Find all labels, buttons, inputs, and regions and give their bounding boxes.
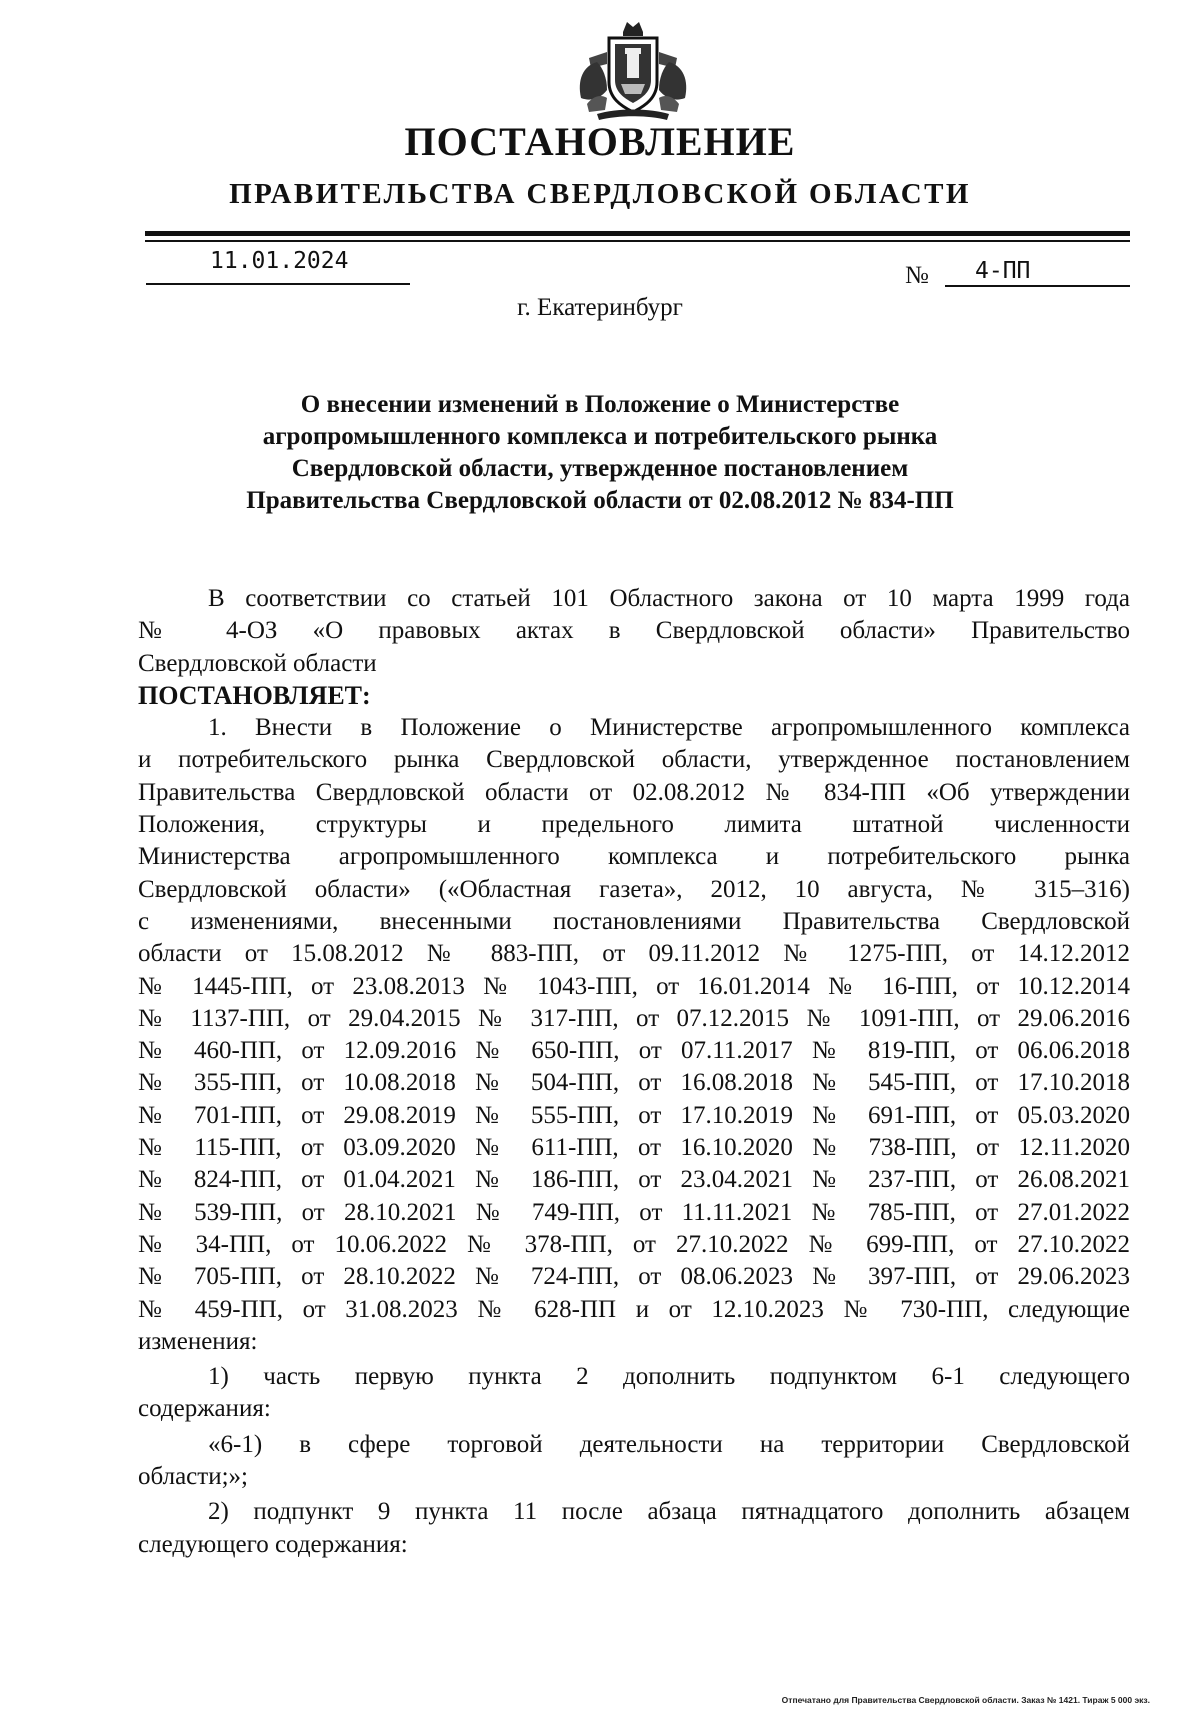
body-line: № 1445-ПП, от 23.08.2013 № 1043-ПП, от 16.01.2014 № 16-ПП, от 10.12.2014 bbox=[138, 972, 1130, 1000]
body-line: «6-1) в сфере торговой деятельности на территории Свердловской bbox=[208, 1430, 1130, 1458]
body-line: следующего содержания: bbox=[138, 1530, 408, 1558]
body-line: № 539-ПП, от 28.10.2021 № 749-ПП, от 11.11.2021 № 785-ПП, от 27.01.2022 bbox=[138, 1198, 1130, 1226]
body-line: № 115-ПП, от 03.09.2020 № 611-ПП, от 16.10.2020 № 738-ПП, от 12.11.2020 bbox=[138, 1134, 1130, 1162]
body-line: № 1137-ПП, от 29.04.2015 № 317-ПП, от 07.12.2015 № 1091-ПП, от 29.06.2016 bbox=[138, 1004, 1130, 1032]
body-line: области;»; bbox=[138, 1463, 248, 1491]
document-body bbox=[138, 583, 1130, 1561]
header-divider bbox=[145, 231, 1130, 236]
date-underline bbox=[146, 283, 410, 285]
document-date: 11.01.2024 bbox=[210, 248, 349, 274]
body-line: № 705-ПП, от 28.10.2022 № 724-ПП, от 08.06.2023 № 397-ПП, от 29.06.2023 bbox=[138, 1263, 1130, 1291]
heading-line: Свердловской области, утвержденное постановлением bbox=[291, 455, 909, 482]
body-line: Положения, структуры и предельного лимита штатной численности bbox=[138, 811, 1130, 839]
body-line: № 824-ПП, от 01.04.2021 № 186-ПП, от 23.04.2021 № 237-ПП, от 26.08.2021 bbox=[138, 1166, 1130, 1194]
body-line: Правительства Свердловской области от 02.08.2012 № 834-ПП «Об утверждении bbox=[138, 778, 1130, 806]
body-line: и потребительского рынка Свердловской области, утвержденное постановлением bbox=[138, 746, 1130, 774]
body-line: № 34-ПП, от 10.06.2022 № 378-ПП, от 27.10.2022 № 699-ПП, от 27.10.2022 bbox=[138, 1230, 1130, 1258]
body-line: с изменениями, внесенными постановлениями Правительства Свердловской bbox=[138, 907, 1130, 935]
coat-of-arms-icon bbox=[567, 18, 699, 122]
body-line: Свердловской области» («Областная газета», 2012, 10 августа, № 315–316) bbox=[138, 875, 1130, 903]
heading-line: О внесении изменений в Положение о Министерстве bbox=[300, 391, 900, 418]
body-line: № 460-ПП, от 12.09.2016 № 650-ПП, от 07.11.2017 № 819-ПП, от 06.06.2018 bbox=[138, 1037, 1130, 1065]
body-line: 1. Внести в Положение о Министерстве агропромышленного комплекса bbox=[208, 714, 1130, 742]
body-line: Свердловской области bbox=[138, 649, 377, 677]
issuer-name: ПРАВИТЕЛЬСТВА СВЕРДЛОВСКОЙ ОБЛАСТИ bbox=[229, 178, 971, 210]
body-line: Министерства агропромышленного комплекса и потребительского рынка bbox=[138, 843, 1130, 871]
header-divider-thin bbox=[145, 240, 1130, 242]
document-type: ПОСТАНОВЛЕНИЕ bbox=[404, 119, 796, 164]
heading-line: агропромышленного комплекса и потребительского рынка bbox=[262, 423, 938, 450]
body-line: изменения: bbox=[138, 1327, 258, 1355]
document-heading bbox=[200, 389, 1000, 517]
body-line: № 355-ПП, от 10.08.2018 № 504-ПП, от 16.08.2018 № 545-ПП, от 17.10.2018 bbox=[138, 1069, 1130, 1097]
resolution-word: ПОСТАНОВЛЯЕТ: bbox=[138, 680, 371, 710]
body-line: В соответствии со статьей 101 Областного закона от 10 марта 1999 года bbox=[208, 585, 1130, 612]
heading-line: Правительства Свердловской области от 02.08.2012 № 834-ПП bbox=[246, 487, 954, 514]
city: г. Екатеринбург bbox=[517, 294, 683, 321]
body-line: 2) подпункт 9 пункта 11 после абзаца пятнадцатого дополнить абзацем bbox=[208, 1498, 1130, 1526]
print-note: Отпечатано для Правительства Свердловской области. Заказ № 1421. Тираж 5 000 экз. bbox=[781, 1695, 1150, 1705]
number-label: № bbox=[905, 262, 929, 289]
body-line: № 459-ПП, от 31.08.2023 № 628-ПП и от 12.10.2023 № 730-ПП, следующие bbox=[138, 1295, 1130, 1323]
body-line: № 4-ОЗ «О правовых актах в Свердловской области» Правительство bbox=[138, 617, 1130, 645]
number-underline bbox=[945, 285, 1130, 287]
body-line: содержания: bbox=[138, 1395, 271, 1423]
body-line: 1) часть первую пункта 2 дополнить подпунктом 6-1 следующего bbox=[208, 1363, 1130, 1391]
body-line: № 701-ПП, от 29.08.2019 № 555-ПП, от 17.10.2019 № 691-ПП, от 05.03.2020 bbox=[138, 1101, 1130, 1129]
document-number: 4-ПП bbox=[975, 258, 1031, 284]
body-line: области от 15.08.2012 № 883-ПП, от 09.11.2012 № 1275-ПП, от 14.12.2012 bbox=[138, 940, 1130, 968]
